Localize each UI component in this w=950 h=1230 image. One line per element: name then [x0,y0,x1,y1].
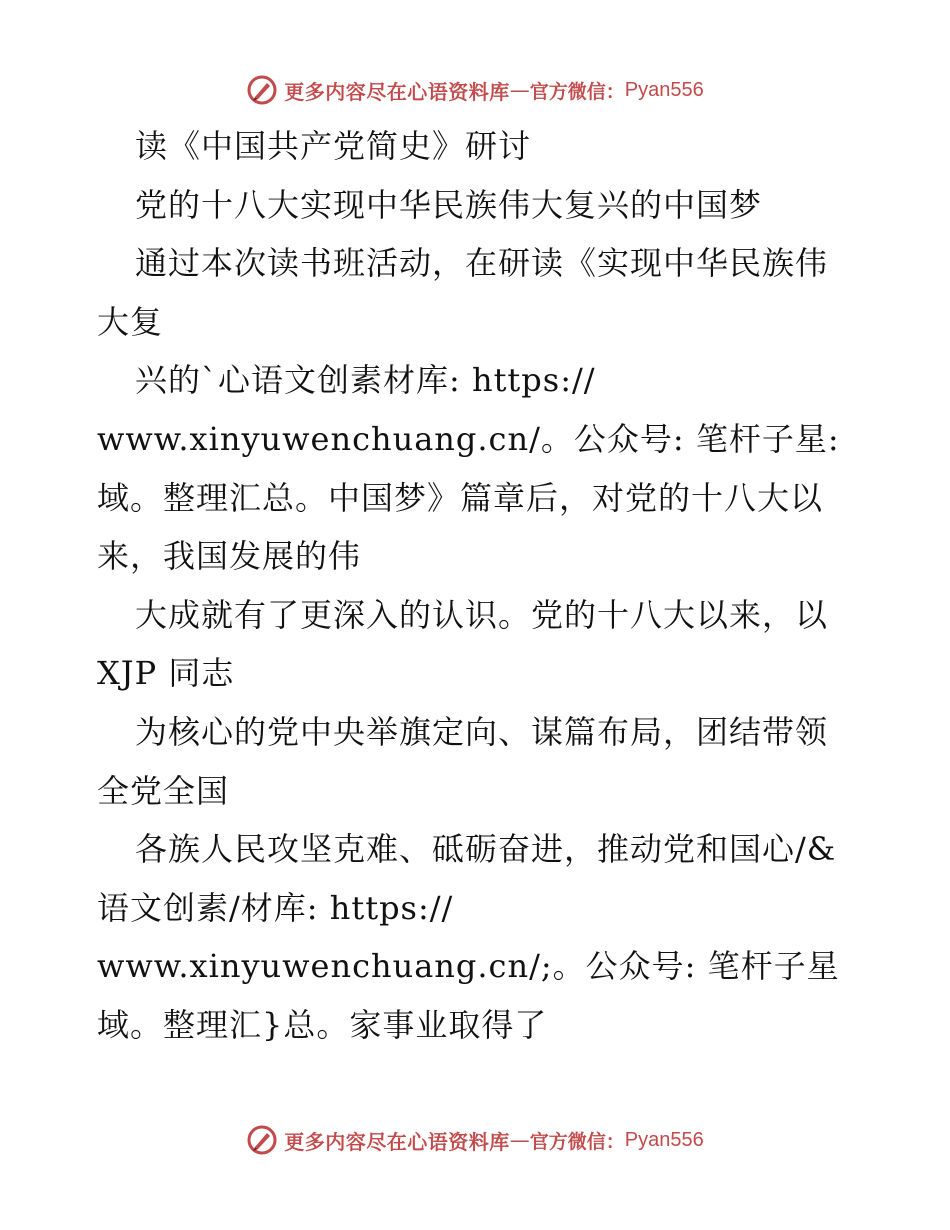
banner-wechat-id: Pyan556 [624,78,704,101]
footer-banner [0,1120,950,1160]
paragraph-line: 来，我国发展的伟 [97,537,362,576]
header-banner [0,70,950,110]
paragraph-line: 域。整理汇}总。家事业取得了 [97,1005,548,1044]
paragraph-line: 各族人民攻坚克难、砥砺奋进，推动党和国心/& [135,830,837,869]
paragraph-line: 为核心的党中央举旗定向、谋篇布局，团结带领 [135,712,829,751]
banner-separator: — [509,1128,530,1152]
banner-wechat-id: Pyan556 [624,1128,704,1151]
paragraph-line: 语文创素/材库: https:// [97,888,454,927]
pen-circle-logo-icon [246,74,278,106]
paragraph-line: 大复 [97,302,164,341]
banner-text: 更多内容尽在心语资料库 [284,79,510,104]
paragraph-line: XJP 同志 [97,654,235,693]
paragraph-line: www.xinyuwenchuang.cn/。公众号: 笔杆子星: [97,419,840,458]
paragraph-line: www.xinyuwenchuang.cn/;。公众号: 笔杆子星 [97,947,840,986]
paragraph-line: 通过本次读书班活动，在研读《实现中华民族伟 [135,244,829,283]
banner-separator: — [509,78,530,102]
document-subtitle: 党的十八大实现中华民族伟大复兴的中国梦 [135,185,763,224]
document-title: 读《中国共产党简史》研讨 [135,127,532,165]
banner-wechat-label: 官方微信： [529,80,625,103]
pen-circle-logo-icon [246,1124,278,1156]
banner-wechat-label: 官方微信： [529,1130,625,1153]
paragraph-line: 域。整理汇总。中国梦》篇章后，对党的十八大以 [97,478,824,517]
banner-text: 更多内容尽在心语资料库 [284,1129,510,1154]
paragraph-line: 大成就有了更深入的认识。党的十八大以来，以 [135,595,829,634]
document-body [97,117,857,1055]
paragraph-line: 兴的`心语文创素材库: https:// [135,361,596,400]
paragraph-line: 全党全国 [97,771,230,810]
